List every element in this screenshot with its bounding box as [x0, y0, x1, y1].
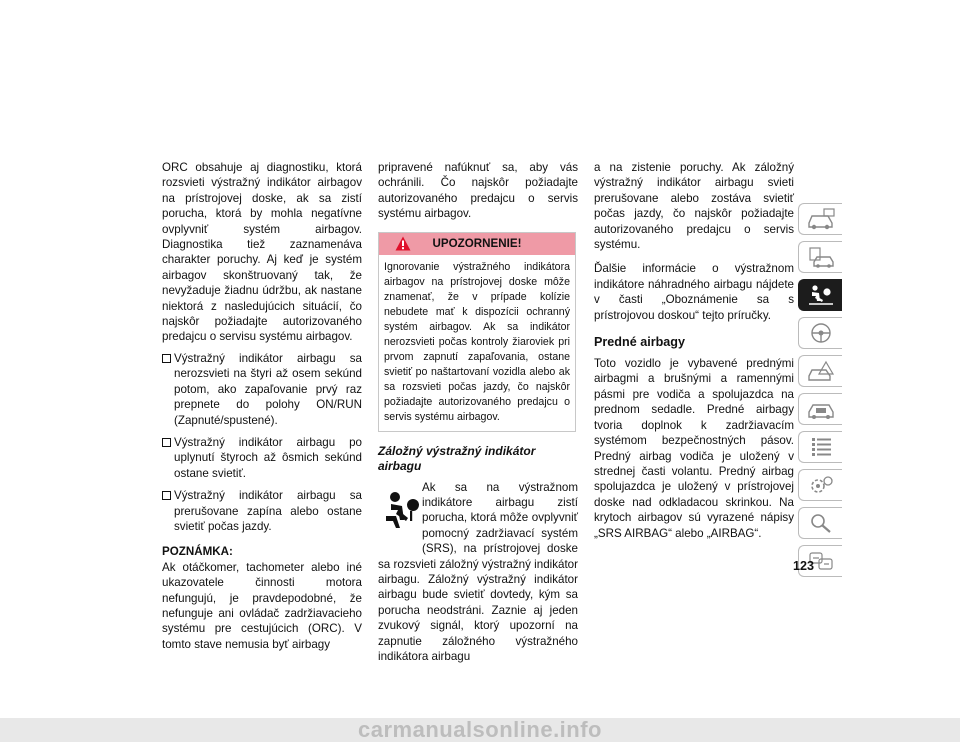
condition-list	[162, 351, 362, 534]
column-1	[162, 160, 362, 652]
gear-tools-icon	[806, 474, 836, 496]
note-title: POZNÁMKA:	[162, 545, 233, 559]
section-heading-backup-indicator: Záložný výstražný indikátor airbagu	[378, 443, 536, 473]
car-service-icon	[806, 398, 836, 420]
car-info-icon	[806, 208, 836, 230]
warning-box	[378, 232, 576, 432]
airbag-person-icon	[806, 284, 836, 306]
magnifier-icon	[806, 512, 836, 534]
checkbox-square-icon	[162, 438, 171, 447]
list-item: Výstražný indikátor airbagu sa nerozsvieti na štyri až osem sekúnd potom, ako zapaľovanie prvý raz prepnete do polohy ON/RUN (Zapnuté/spustené).	[162, 351, 362, 428]
tab-car-service[interactable]	[798, 393, 842, 425]
checkbox-square-icon	[162, 354, 171, 363]
spec-list-icon	[806, 436, 836, 458]
car-warning-icon	[806, 360, 836, 382]
column-2	[378, 160, 578, 665]
warning-triangle-icon	[395, 236, 411, 251]
checkbox-square-icon	[162, 491, 171, 500]
tab-airbag-person[interactable]	[798, 279, 842, 311]
tab-car-check[interactable]	[798, 241, 842, 273]
section-heading-front-airbags: Predné airbagy	[594, 335, 685, 350]
backup-indicator-paragraph: Ak sa na výstražnom indikátore airbagu zistí porucha, ktorá môže ovplyvniť pomocný zadržiavací systém (SRS), na prístrojovej doske sa rozsvieti záložný výstražný indikátor airbagu. Záložný výstražný indikátor airbagu bude svietiť dovtedy, kým sa porucha neodstráni. Zaznie aj jeden zvukový signál, ktorý upozorní na zapnutie záložného výstražného indikátora airbagu	[378, 480, 578, 664]
warning-header	[379, 233, 575, 255]
page-number: 123	[793, 559, 815, 573]
continued-paragraph: pripravené nafúknuť sa, aby vás ochránili. Čo najskôr požiadajte autorizovaného predajcu o servis systému airbagov.	[378, 161, 578, 221]
car-check-icon	[806, 246, 836, 268]
note-text: Ak otáčkomer, tachometer alebo iné ukazovatele činnosti motora nefungujú, je pravdepodobné, že nefunguje ani ovládač zadržiavacieho systému pre cestujúcich (ORC). V tomto stave nemusia byť airbagy	[162, 560, 362, 651]
continued-paragraph: a na zistenie poruchy. Ak záložný výstražný indikátor airbagu svieti prerušovane alebo zostáva svietiť počas jazdy, čo najskôr požiadajte autorizovaného predajcu o servis systému.	[594, 161, 794, 252]
list-item: Výstražný indikátor airbagu po uplynutí štyroch až ôsmich sekúnd ostane svietiť.	[162, 435, 362, 481]
watermark: carmanualsonline.info	[0, 718, 960, 742]
tab-car-info[interactable]	[798, 203, 842, 235]
tab-gear-tools[interactable]	[798, 469, 842, 501]
warning-text: Ignorovanie výstražného indikátora airbagov na prístrojovej doske môže znamenať, že v prípade kolízie nebudete mať k dispozícii ochranný systém airbagov. Ak sa indikátor nerozsvieti počas kontroly žiaroviek pri prvom zapnutí zapaľovania, ostane svietiť po naštartovaní vozidla alebo ak sa rozsvieti počas jazdy, čo najskôr požiadajte autorizovaného predajcu o servis systému airbagov.	[384, 260, 570, 423]
list-item: Výstražný indikátor airbagu sa prerušovane zapína alebo ostane svietiť počas jazdy.	[162, 488, 362, 534]
warning-title: UPOZORNENIE!	[432, 236, 522, 250]
reference-paragraph: Ďalšie informácie o výstražnom indikátore náhradného airbagu nájdete v časti „Oboznámenie sa s prístrojovou doskou“ tejto príručky.	[594, 262, 794, 322]
column-3	[594, 160, 794, 541]
front-airbags-paragraph: Toto vozidlo je vybavené prednými airbagmi a brušnými a ramennými pásmi pre vodiča a spolujazdca na prednom sedadle. Predné airbagy tvoria doplnok k zadržiavacím systémom bezpečnostných pásov. Predný airbag vodiča je uložený v strednej časti volantu. Predný airbag spolujazdca je uložený v prístrojovej doske nad odkladacou skrinkou. Na krytoch airbagov sú vyrazené nápisy „SRS AIRBAG“ alebo „AIRBAG“.	[594, 357, 794, 540]
steering-wheel-icon	[806, 322, 836, 344]
tab-spec-list[interactable]	[798, 431, 842, 463]
tab-car-warning[interactable]	[798, 355, 842, 387]
airbag-person-icon	[382, 486, 422, 544]
tab-steering-wheel[interactable]	[798, 317, 842, 349]
airbag-indicator-block	[378, 480, 578, 665]
intro-paragraph: ORC obsahuje aj diagnostiku, ktorá rozsvieti výstražný indikátor airbagov na prístrojovej doske, ak sa zistí porucha, ktorá by mohla negatívne ovplyvniť systém airbagov. Diagnostika tiež zaznamenáva charakter poruchy. Aj keď je systém airbagov skonštruovaný tak, že nevyžaduje žiadnu údržbu, ak nastane niektorá z nasledujúcich situácií, čo najskôr požiadajte autorizovaného predajcu o servisu systému airbagov.	[162, 161, 362, 344]
tab-magnifier[interactable]	[798, 507, 842, 539]
chapter-tabs	[798, 203, 842, 583]
